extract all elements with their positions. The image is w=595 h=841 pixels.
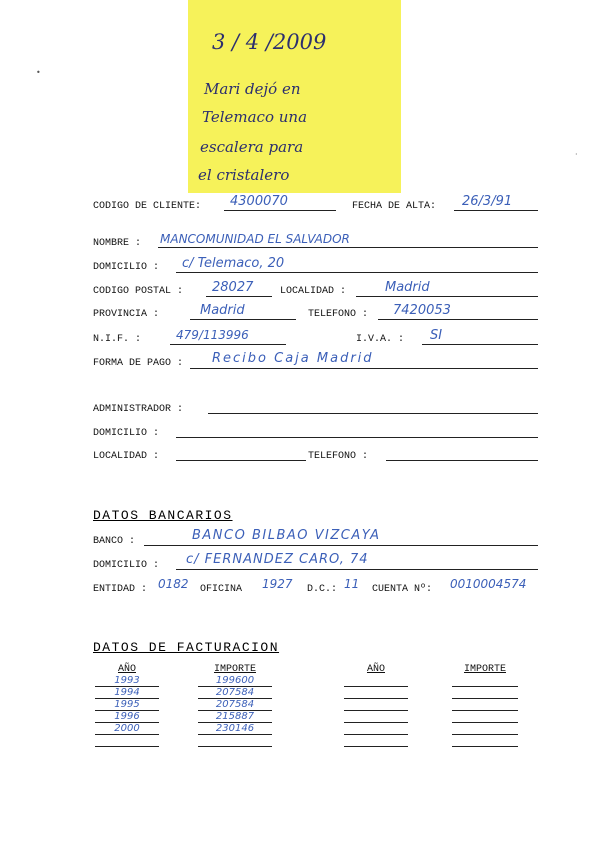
- ano-cell: [95, 735, 159, 747]
- importe-cell: 199600: [198, 675, 272, 687]
- ano-cell-blank: [344, 687, 408, 699]
- provincia-label: PROVINCIA :: [93, 309, 160, 320]
- telefono-label: TELEFONO :: [308, 309, 369, 320]
- dc-label: D.C.:: [307, 584, 338, 595]
- ano-cell: 1994: [95, 687, 159, 699]
- sticky-note-line: Telemaco una: [202, 108, 308, 126]
- administrador-label: ADMINISTRADOR :: [93, 404, 184, 415]
- importe-cell-blank: [452, 723, 518, 735]
- admin-domicilio-underline: [176, 437, 538, 438]
- ano-cell-blank: [344, 675, 408, 687]
- ano-cell: 1996: [95, 711, 159, 723]
- codigo-postal-label: CODIGO POSTAL :: [93, 286, 184, 297]
- iva-label: I.V.A. :: [356, 334, 405, 345]
- sticky-note-line: el cristalero: [198, 166, 290, 184]
- telefono-value: 7420053: [393, 303, 451, 318]
- importe-cell: 207584: [198, 687, 272, 699]
- fecha-alta-underline: [454, 210, 538, 211]
- sticky-note-line: Mari dejó en: [204, 80, 301, 98]
- ano-cell-blank: [344, 723, 408, 735]
- ano-cell-blank: [344, 711, 408, 723]
- banco-underline: [144, 545, 538, 546]
- codigo-postal-underline: [206, 296, 272, 297]
- codigo-postal-value: 28027: [212, 280, 254, 295]
- forma-pago-underline: [190, 368, 538, 369]
- importe-cell-blank: [452, 735, 518, 747]
- ano-column-header: AÑO: [117, 664, 136, 675]
- forma-pago-value: Recibo Caja Madrid: [212, 351, 374, 366]
- banco-value: BANCO BILBAO VIZCAYA: [192, 528, 381, 543]
- ano-column-2: [344, 664, 408, 747]
- nombre-value: MANCOMUNIDAD EL SALVADOR: [160, 232, 350, 246]
- sticky-note: [188, 0, 401, 193]
- importe-column-2: [452, 664, 518, 747]
- codigo-cliente-label: CODIGO DE CLIENTE:: [93, 201, 202, 212]
- ano-cell: 1995: [95, 699, 159, 711]
- oficina-label: OFICINA: [200, 584, 243, 595]
- nombre-underline: [158, 247, 538, 248]
- nif-value: 479/113996: [176, 328, 249, 342]
- ano-cell: 1993: [95, 675, 159, 687]
- admin-telefono-underline: [386, 460, 538, 461]
- telefono-underline: [378, 319, 538, 320]
- importe-column-header: IMPORTE: [213, 664, 256, 675]
- ano-cell-blank: [344, 735, 408, 747]
- fecha-alta-value: 26/3/91: [462, 194, 513, 209]
- importe-cell-blank: [452, 675, 518, 687]
- nombre-label: NOMBRE :: [93, 238, 142, 249]
- localidad-underline: [356, 296, 538, 297]
- provincia-underline: [190, 319, 296, 320]
- importe-column: [198, 664, 272, 747]
- ano-cell-blank: [344, 699, 408, 711]
- admin-localidad-underline: [176, 460, 306, 461]
- localidad-label: LOCALIDAD :: [280, 286, 347, 297]
- admin-domicilio-label: DOMICILIO :: [93, 428, 160, 439]
- fecha-alta-label: FECHA DE ALTA:: [352, 201, 437, 212]
- dc-value: 11: [344, 577, 360, 591]
- domicilio-underline: [176, 272, 538, 273]
- importe-cell: 230146: [198, 723, 272, 735]
- ano-column-2-header: AÑO: [366, 664, 385, 675]
- entidad-label: ENTIDAD :: [93, 584, 148, 595]
- importe-cell-blank: [452, 699, 518, 711]
- sticky-note-line: escalera para: [200, 138, 304, 156]
- importe-cell: [198, 735, 272, 747]
- domicilio-label: DOMICILIO :: [93, 262, 160, 273]
- codigo-cliente-value: 4300070: [230, 194, 288, 209]
- banco-domicilio-underline: [176, 569, 538, 570]
- datos-bancarios-title: DATOS BANCARIOS: [93, 508, 233, 523]
- banco-domicilio-value: c/ FERNANDEZ CARO, 74: [186, 552, 369, 567]
- banco-domicilio-label: DOMICILIO :: [93, 560, 160, 571]
- importe-cell-blank: [452, 687, 518, 699]
- admin-localidad-label: LOCALIDAD :: [93, 451, 160, 462]
- iva-value: SI: [430, 328, 443, 343]
- stray-mark: ·: [575, 150, 578, 159]
- oficina-value: 1927: [262, 577, 293, 591]
- ano-cell: 2000: [95, 723, 159, 735]
- importe-cell: 207584: [198, 699, 272, 711]
- cuenta-label: CUENTA Nº:: [372, 584, 433, 595]
- importe-cell: 215887: [198, 711, 272, 723]
- iva-underline: [422, 344, 538, 345]
- localidad-value: Madrid: [385, 280, 430, 295]
- codigo-cliente-underline: [224, 210, 336, 211]
- entidad-value: 0182: [158, 577, 189, 591]
- nif-label: N.I.F. :: [93, 334, 142, 345]
- provincia-value: Madrid: [200, 303, 245, 318]
- importe-column-2-header: IMPORTE: [463, 664, 506, 675]
- cuenta-value: 0010004574: [450, 577, 527, 591]
- domicilio-value: c/ Telemaco, 20: [182, 256, 285, 271]
- nif-underline: [170, 344, 286, 345]
- admin-telefono-label: TELEFONO :: [308, 451, 369, 462]
- importe-cell-blank: [452, 711, 518, 723]
- datos-facturacion-title: DATOS DE FACTURACION: [93, 640, 280, 655]
- forma-pago-label: FORMA DE PAGO :: [93, 358, 184, 369]
- banco-label: BANCO :: [93, 536, 136, 547]
- ano-column: [95, 664, 159, 747]
- administrador-underline: [208, 413, 538, 414]
- sticky-note-date: 3 / 4 /2009: [212, 30, 327, 54]
- stray-mark: •: [36, 68, 41, 77]
